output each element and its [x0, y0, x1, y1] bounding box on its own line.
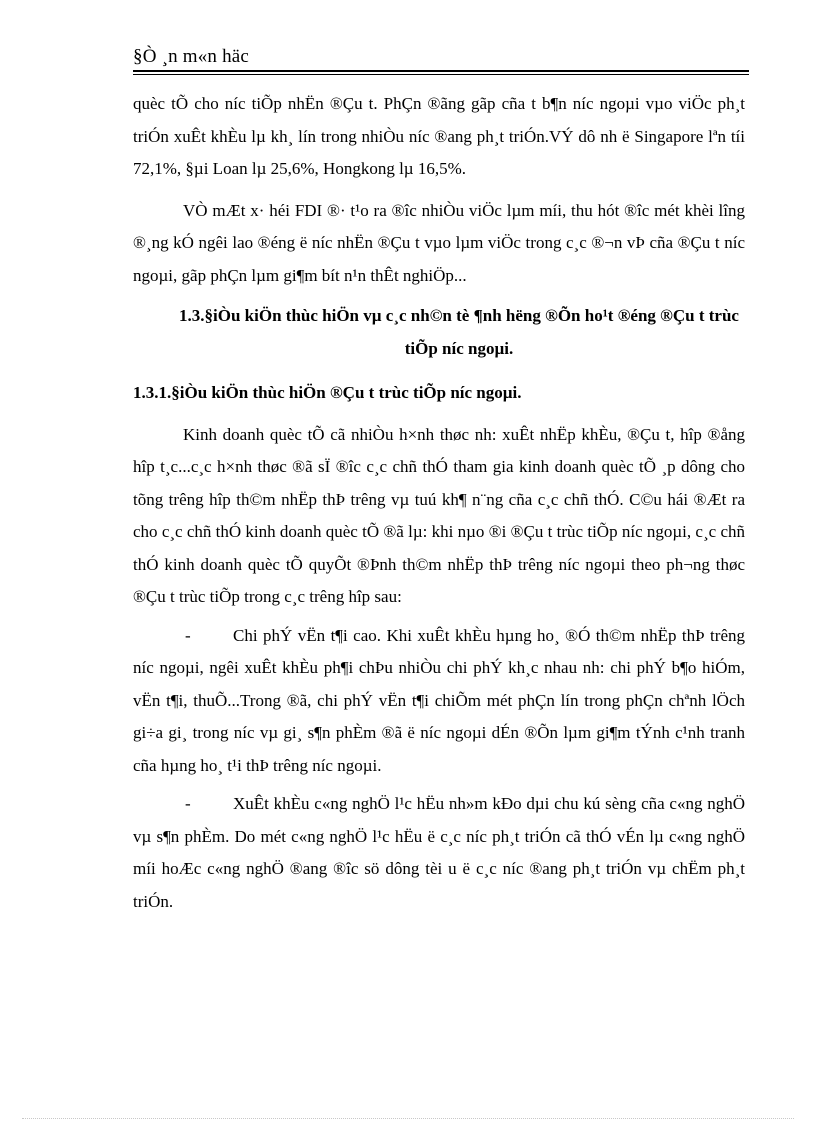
paragraph-business-forms: Kinh doanh quèc tÕ cã nhiÒu h×nh thøc nh: xuÊt nhËp khÈu, ®Çu t, hîp ®ång hîp t¸c...c¸c h×nh thøc ®ã sÏ ®îc c¸c chñ thÓ tham gia kinh doanh quèc tÕ ¸p dông cho tõng trêng hîp th©m nhËp thÞ trêng vµ tuú kh¶ n¨ng cña c¸c chñ thÓ. C©u hái ®Æt ra cho c¸c chñ thÓ kinh doanh quèc tÕ ®ã lµ: khi nµo ®i ®Çu t trùc tiÕp níc ngoµi, c¸c chñ thÓ kinh doanh quèc tÕ quyÕt ®Þnh th©m nhËp thÞ trêng níc ngoµi theo ph¬ng thøc ®Çu t trùc tiÕp trong c¸c trêng hîp sau:	[133, 424, 745, 606]
paragraph-fdi-social: VÒ mÆt x· héi FDI ®· t¹o ra ®îc nhiÒu viÖc lµm míi, thu hót ®îc mét khèi lîng ®¸ng kÓ ngêi lao ®éng ë níc nhËn ®Çu t vµo lµm viÖc trong c¸c ®¬n vÞ cña ®Çu t níc ngoµi, gãp phÇn lµm gi¶m bít n¹n thÊt nghiÖp...	[133, 200, 745, 285]
header-title: §Ò ¸n m«n häc	[133, 46, 250, 67]
bullet-item-technology-export	[133, 788, 745, 918]
bullet-dash: -	[185, 625, 191, 645]
paragraph-fdi-export: quèc tÕ cho níc tiÕp nhËn ®Çu t. PhÇn ®ãng gãp cña t b¶n níc ngoµi vµo viÖc ph¸t triÓn xuÊt khÈu lµ kh¸ lín trong nhiÒu níc ®ang ph¸t triÓn.VÝ dô nh ë Singapore lªn tíi 72,1%, §µi Loan lµ 25,6%, Hongkong lµ 16,5%.	[133, 94, 745, 178]
document-body	[133, 88, 745, 918]
bullet-item-transport-cost	[133, 620, 745, 783]
page-header	[133, 46, 749, 68]
header-rule-thin	[133, 74, 749, 75]
header-rule-thick	[133, 70, 749, 72]
bullet-dash: -	[185, 794, 191, 813]
bullet-text: Chi phÝ vËn t¶i cao. Khi xuÊt khÈu hµng ho¸ ®Ó th©m nhËp thÞ trêng níc ngoµi, ngêi xuÊt khÈu ph¶i chÞu nhiÒu chi phÝ kh¸c nhau nh: chi phÝ b¶o hiÓm, vËn t¶i, thuÕ...Trong ®ã, chi phÝ vËn t¶i chiÕm mét phÇn lín trong phÇn chªnh lÖch gi÷a gi¸ trong níc vµ gi¸ s¶n phÈm ®ã ë níc ngoµi dÉn ®Õn lµm gi¶m tÝnh c¹nh tranh cña hµng ho¸ t¹i thÞ trêng níc ngoµi.	[133, 625, 745, 775]
section-heading-1-3-1: 1.3.1.§iÒu kiÖn thùc hiÖn ®Çu t trùc tiÕp níc ngoµi.	[133, 383, 522, 402]
section-heading-1-3: 1.3.§iÒu kiÖn thùc hiÖn vµ c¸c nh©n tè ¶nh hëng ®Õn ho¹t ®éng ®Çu t trùc tiÕp níc ngoµi.	[179, 306, 739, 358]
page-bottom-border	[22, 1118, 794, 1119]
bullet-text: XuÊt khÈu c«ng nghÖ l¹c hËu nh»m kÐo dµi chu kú sèng cña c«ng nghÖ vµ s¶n phÈm. Do mét c«ng nghÖ l¹c hËu ë c¸c níc ph¸t triÓn cã thÓ vÉn lµ c«ng nghÖ míi hoÆc c«ng nghÖ ®ang ®îc sö dông tèi u ë c¸c níc ®ang ph¸t triÓn vµ chËm ph¸t triÓn.	[133, 794, 745, 911]
